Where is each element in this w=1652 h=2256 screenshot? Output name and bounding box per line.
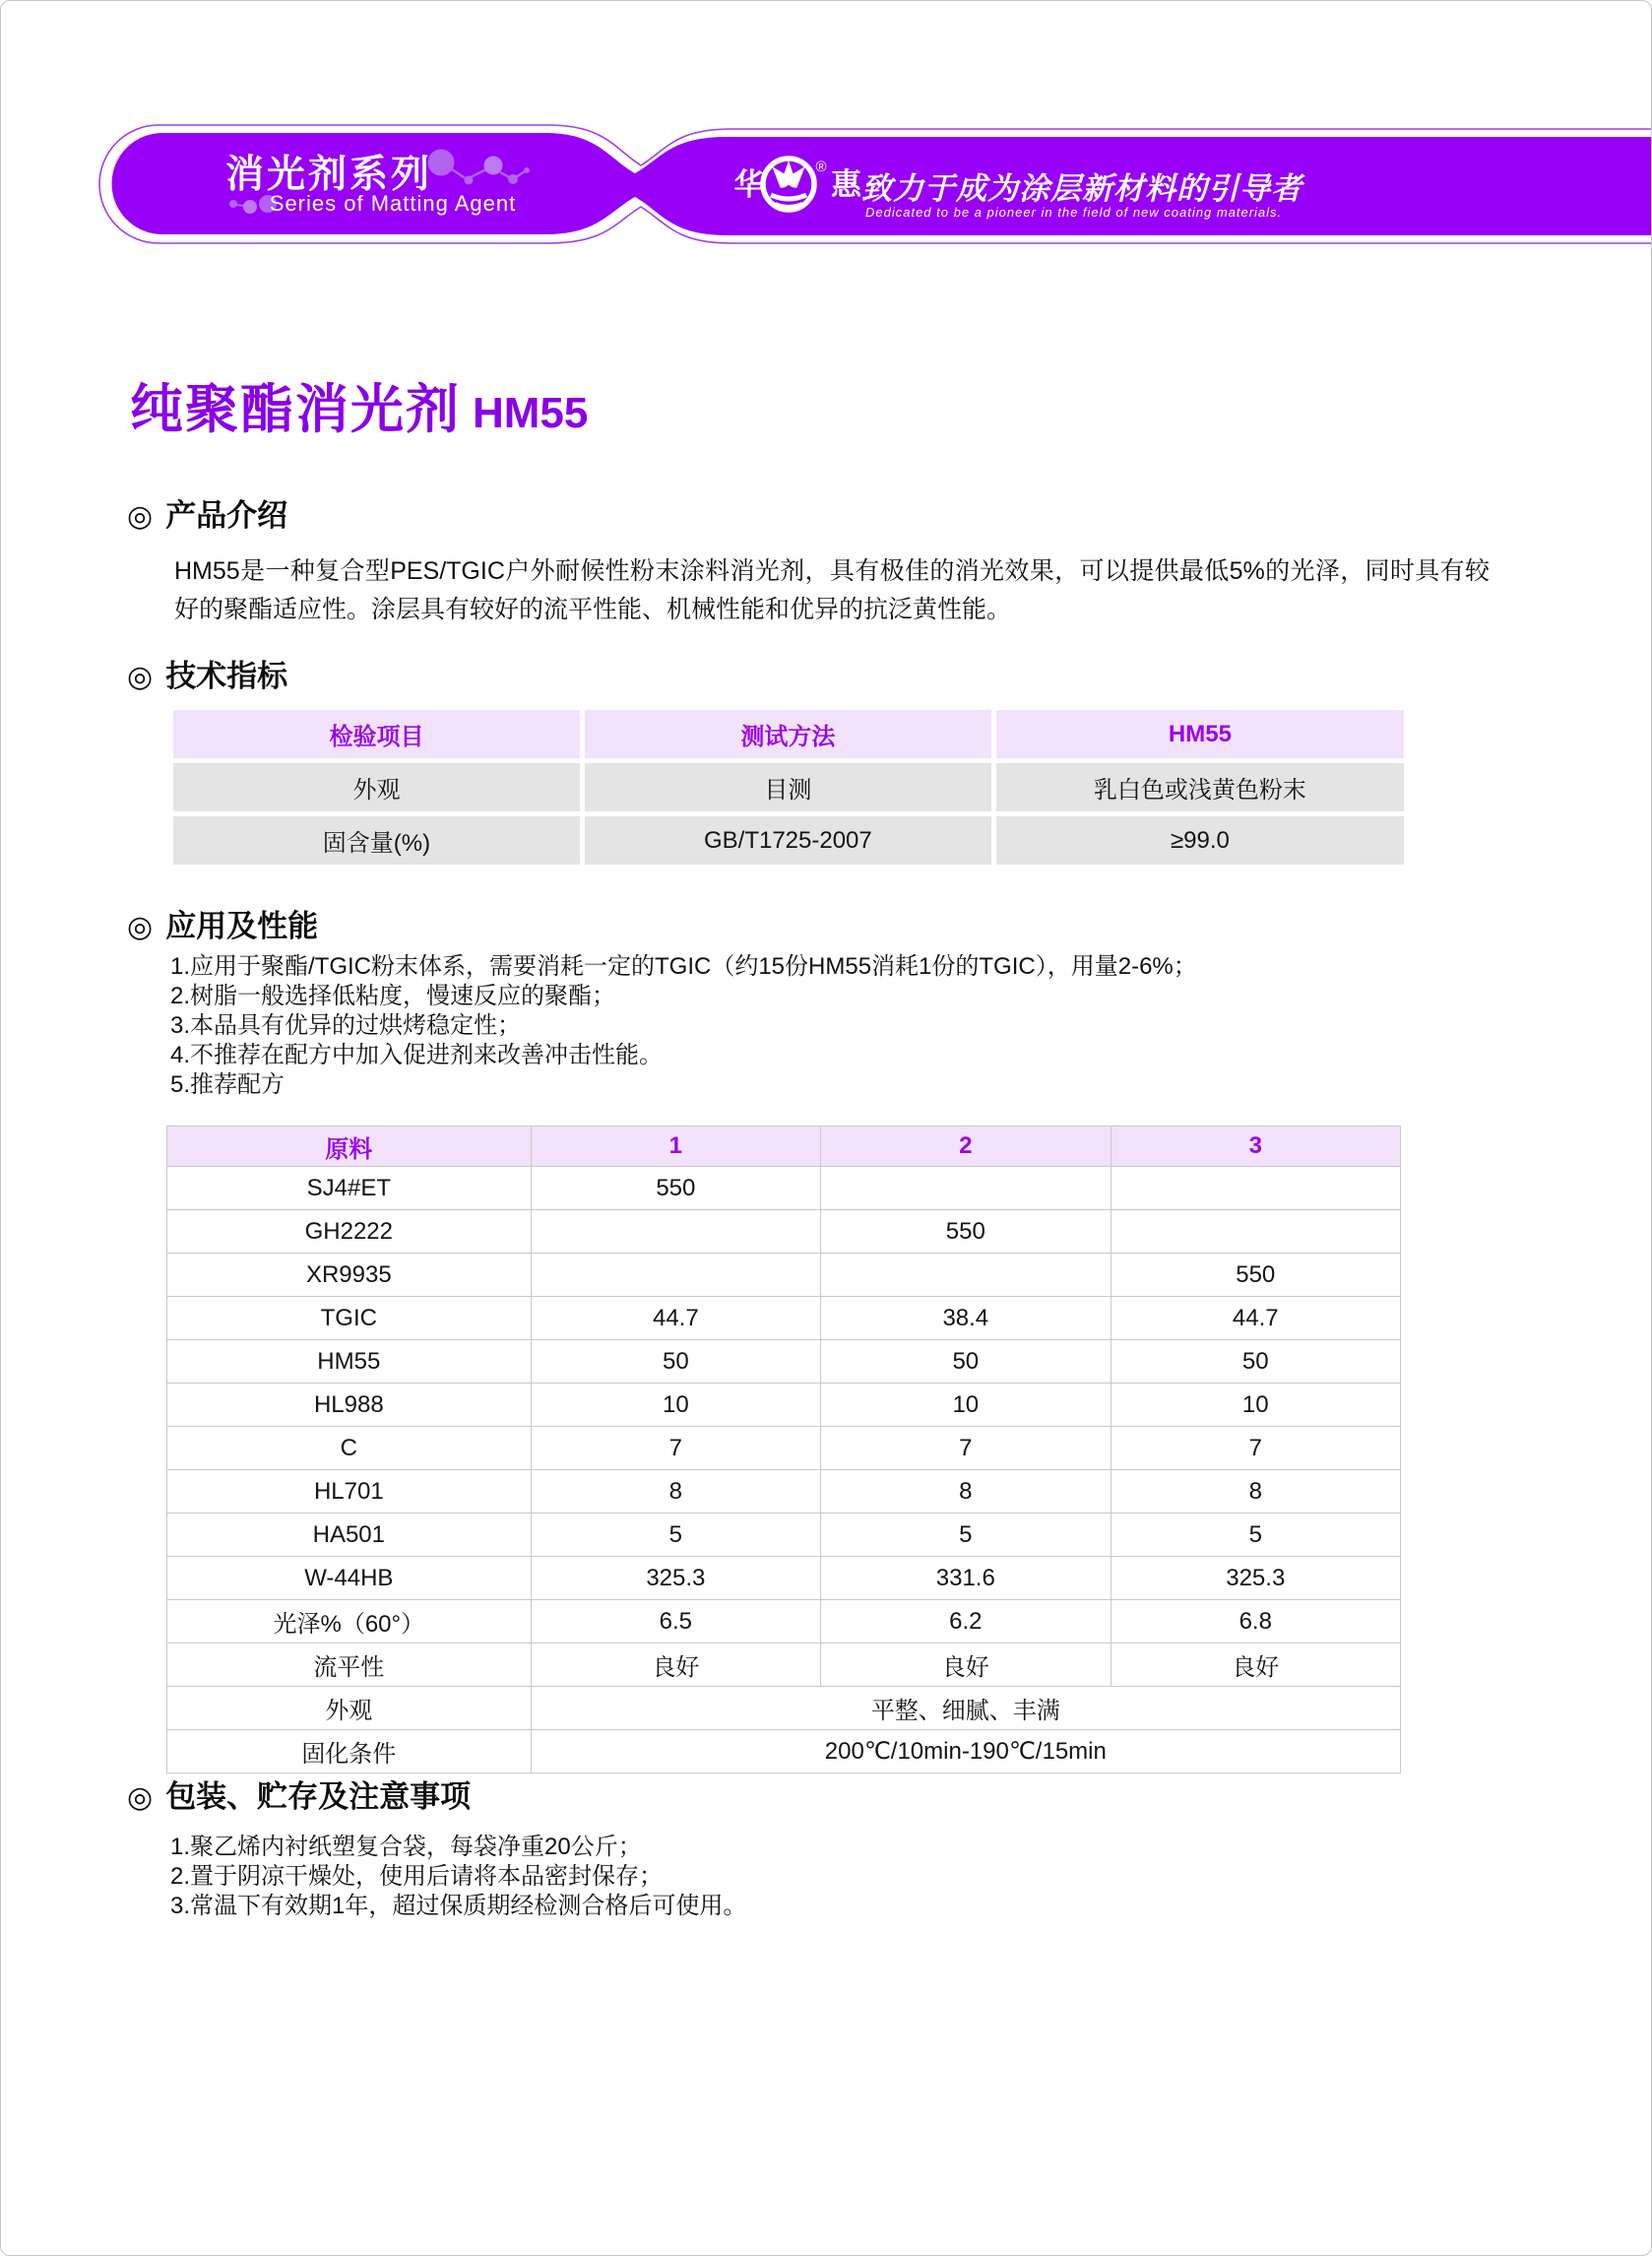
table-cell: 44.7 — [1111, 1297, 1400, 1340]
formulation-col-header: 2 — [821, 1127, 1111, 1167]
series-title: 消光剂系列 — [224, 154, 433, 196]
table-cell: 8 — [531, 1470, 820, 1514]
list-item: 1.聚乙烯内衬纸塑复合袋，每袋净重20公斤； — [170, 1834, 642, 1860]
table-cell: GB/T1725-2007 — [585, 816, 991, 865]
table-cell: 6.5 — [531, 1600, 820, 1644]
table-cell — [1111, 1167, 1400, 1210]
table-row — [167, 1340, 1401, 1384]
section-heading-text: 应用及性能 — [165, 909, 319, 943]
list-item: 2.树脂一般选择低粘度，慢速反应的聚酯； — [170, 983, 616, 1009]
table-cell: HL701 — [167, 1470, 532, 1514]
table-cell: 5 — [821, 1514, 1111, 1557]
table-cell — [531, 1210, 820, 1254]
formulation-col-header: 原料 — [167, 1127, 532, 1167]
table-row — [167, 1384, 1401, 1427]
spec-table — [168, 705, 1409, 870]
spec-header-row — [173, 710, 1404, 758]
formulation-header-row — [167, 1127, 1401, 1167]
table-cell: 5 — [1111, 1514, 1400, 1557]
spec-col-header: 检验项目 — [173, 710, 580, 758]
table-cell: HL988 — [167, 1384, 532, 1427]
list-item: 1.应用于聚酯/TGIC粉末体系，需要消耗一定的TGIC（约15份HM55消耗1份的TGIC），用量2-6%； — [170, 953, 1197, 980]
table-cell: 550 — [821, 1210, 1111, 1254]
spec-col-header: HM55 — [996, 710, 1404, 758]
table-cell: 良好 — [531, 1644, 820, 1687]
slogan-en: Dedicated to be a pioneer in the field of new coating materials. — [865, 205, 1283, 220]
section-bullet-icon: ◎ — [127, 499, 154, 533]
table-row — [167, 1557, 1401, 1600]
list-item: 4.不推荐在配方中加入促进剂来改善冲击性能。 — [170, 1042, 664, 1068]
section-bullet-icon: ◎ — [127, 660, 154, 693]
table-cell: 良好 — [821, 1644, 1111, 1687]
table-cell: 200℃/10min-190℃/15min — [531, 1730, 1400, 1773]
page-title-cn: 纯聚酯消光剂 — [130, 380, 461, 439]
table-cell: 流平性 — [167, 1644, 532, 1687]
section-bullet-icon: ◎ — [127, 1780, 154, 1814]
table-cell: 6.8 — [1111, 1600, 1400, 1644]
table-cell: 10 — [821, 1384, 1111, 1427]
section-heading-intro — [127, 500, 287, 531]
logo-char-left: 华 — [733, 167, 765, 202]
table-row — [167, 1167, 1401, 1210]
section-heading-packaging — [127, 1781, 471, 1812]
table-cell: 325.3 — [1111, 1557, 1400, 1600]
table-cell: W-44HB — [167, 1557, 532, 1600]
table-cell: C — [167, 1427, 532, 1470]
section-bullet-icon: ◎ — [127, 910, 154, 943]
table-cell: 50 — [1111, 1340, 1400, 1384]
list-item: 3.本品具有优异的过烘烤稳定性； — [170, 1012, 522, 1039]
logo-char-right: 惠 — [831, 167, 861, 202]
table-cell: 550 — [531, 1167, 820, 1210]
formulation-col-header: 3 — [1111, 1127, 1400, 1167]
table-cell: 良好 — [1111, 1644, 1400, 1687]
table-cell: 10 — [531, 1384, 820, 1427]
table-cell: 50 — [821, 1340, 1111, 1384]
formulation-col-header: 1 — [531, 1127, 820, 1167]
table-cell: 325.3 — [531, 1557, 820, 1600]
table-row — [167, 1730, 1401, 1773]
table-cell: 平整、细腻、丰满 — [531, 1687, 1400, 1730]
table-row — [167, 1210, 1401, 1254]
table-cell: 5 — [531, 1514, 820, 1557]
table-cell: 7 — [821, 1427, 1111, 1470]
table-cell: 550 — [1111, 1254, 1400, 1297]
section-heading-application — [127, 911, 318, 941]
table-cell: 固含量(%) — [173, 816, 580, 865]
packaging-list — [170, 1833, 746, 1921]
section-heading-specs — [127, 661, 287, 691]
list-item: 3.常温下有效期1年，超过保质期经检测合格后可使用。 — [170, 1893, 747, 1919]
formulation-table — [166, 1126, 1401, 1773]
table-row — [167, 1600, 1401, 1644]
registered-mark-icon: ® — [815, 159, 827, 175]
series-subtitle: Series of Matting Agent — [269, 191, 517, 216]
section-heading-text: 包装、贮存及注意事项 — [165, 1779, 472, 1814]
table-cell — [1111, 1210, 1400, 1254]
table-row — [167, 1427, 1401, 1470]
table-cell — [821, 1167, 1111, 1210]
table-row — [173, 816, 1404, 865]
intro-paragraph: HM55是一种复合型PES/TGIC户外耐候性粉末涂料消光剂，具有极佳的消光效果，可以提供最低5%的光泽，同时具有较好的聚酯适应性。涂层具有较好的流平性能、机械性能和优异的抗泛黄性能。 — [174, 557, 1490, 623]
table-row — [167, 1644, 1401, 1687]
table-cell — [531, 1254, 820, 1297]
list-item: 2.置于阴凉干燥处，使用后请将本品密封保存； — [170, 1863, 664, 1890]
table-row — [167, 1297, 1401, 1340]
page-title — [130, 380, 589, 439]
list-item: 5.推荐配方 — [170, 1071, 286, 1098]
table-cell: 7 — [531, 1427, 820, 1470]
table-cell: 7 — [1111, 1427, 1400, 1470]
table-cell: HM55 — [167, 1340, 532, 1384]
table-cell: 外观 — [167, 1687, 532, 1730]
table-cell: 8 — [1111, 1470, 1400, 1514]
table-cell: 38.4 — [821, 1297, 1111, 1340]
table-row — [167, 1254, 1401, 1297]
table-cell: 10 — [1111, 1384, 1400, 1427]
table-cell: 44.7 — [531, 1297, 820, 1340]
table-cell: 8 — [821, 1470, 1111, 1514]
table-row — [167, 1514, 1401, 1557]
table-cell: 固化条件 — [167, 1730, 532, 1773]
table-cell — [821, 1254, 1111, 1297]
table-cell: SJ4#ET — [167, 1167, 532, 1210]
section-heading-text: 产品介绍 — [165, 498, 288, 533]
table-cell: XR9935 — [167, 1254, 532, 1297]
table-row — [167, 1470, 1401, 1514]
table-cell: 光泽%（60°） — [167, 1600, 532, 1644]
table-cell: ≥99.0 — [996, 816, 1404, 865]
table-cell: 目测 — [585, 763, 991, 811]
table-cell: GH2222 — [167, 1210, 532, 1254]
application-list — [170, 952, 1197, 1100]
table-cell: 6.2 — [821, 1600, 1111, 1644]
section-heading-text: 技术指标 — [165, 659, 288, 693]
page-title-model: HM55 — [473, 389, 589, 437]
table-cell: 50 — [531, 1340, 820, 1384]
header-banner — [1, 114, 1652, 262]
table-row — [173, 763, 1404, 811]
table-cell: HA501 — [167, 1514, 532, 1557]
table-cell: TGIC — [167, 1297, 532, 1340]
table-row — [167, 1687, 1401, 1730]
slogan-cn: 致力于成为涂层新材料的引导者 — [861, 171, 1303, 206]
table-cell: 331.6 — [821, 1557, 1111, 1600]
table-cell: 乳白色或浅黄色粉末 — [996, 763, 1404, 811]
table-cell: 外观 — [173, 763, 580, 811]
spec-col-header: 测试方法 — [585, 710, 991, 758]
